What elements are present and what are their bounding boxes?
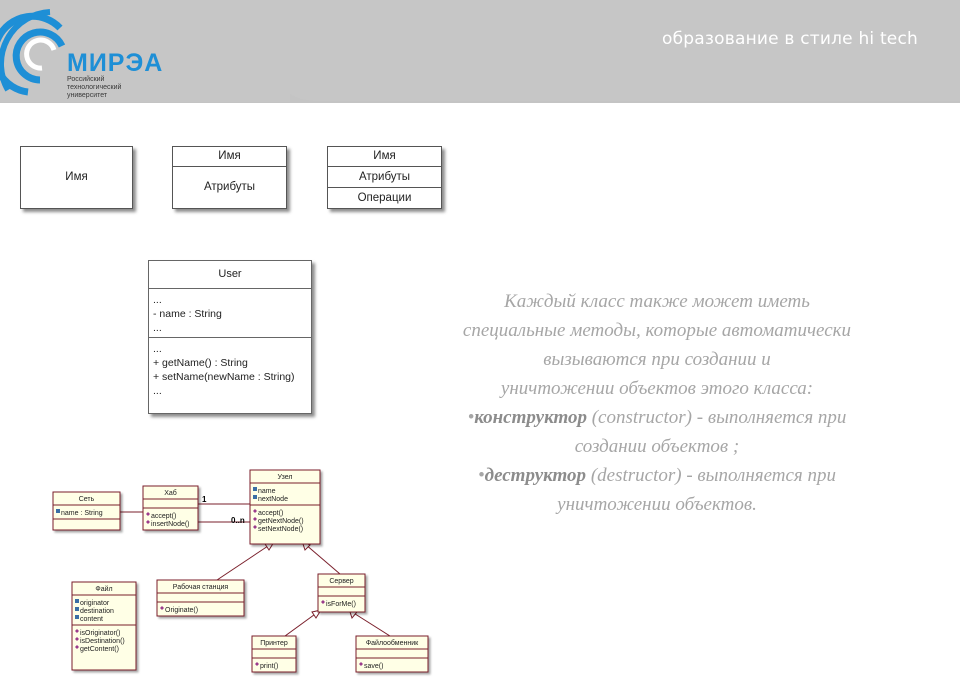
class-operation: Originate()	[165, 607, 199, 614]
destructor-term: деструктор	[484, 465, 587, 486]
constructor-text: (constructor) - выполняется при	[586, 407, 847, 428]
note-line: вызываются при создании и	[543, 349, 771, 370]
class-attribute: name	[258, 488, 276, 495]
user-operation: ...	[153, 385, 162, 397]
mirea-logo-icon	[0, 6, 75, 96]
class-box-name-attributes	[172, 146, 287, 209]
class-file	[72, 582, 136, 670]
class-operation: isForMe()	[326, 601, 356, 608]
class-operation: save()	[364, 663, 384, 670]
class-operation: isDestination()	[80, 638, 125, 645]
class-attribute: nextNode	[258, 496, 288, 503]
user-class-operations	[149, 338, 311, 398]
user-operation: ...	[153, 343, 162, 355]
note-constructor-line: •конструктор (constructor) - выполняется при	[467, 407, 847, 428]
note-line: специальные методы, которые автоматически	[462, 320, 852, 341]
multiplicity-many: 0..n	[231, 516, 245, 525]
class-attribute: content	[80, 616, 103, 623]
note-line: создании объектов ;	[574, 436, 740, 457]
class-operation: accept()	[258, 510, 284, 517]
user-attribute: ...	[153, 294, 162, 306]
class-name: Файлообменник	[365, 640, 419, 647]
class-name: Узел	[277, 474, 293, 481]
class-hub	[143, 486, 198, 530]
class-box-section: Имя	[173, 147, 286, 167]
class-box-name-only	[20, 146, 133, 209]
class-box-full	[327, 146, 442, 209]
class-fileserver	[356, 636, 428, 672]
class-node	[250, 470, 320, 544]
attribute-icon	[253, 487, 257, 491]
gen-printer-server	[285, 612, 318, 636]
class-name: Принтер	[260, 640, 288, 647]
gen-workstation-node	[217, 544, 271, 580]
user-operation: + setName(newName : String)	[153, 371, 295, 383]
attribute-icon	[253, 495, 257, 499]
class-box-section: Операции	[357, 192, 412, 204]
class-set	[53, 492, 120, 530]
gen-server-node	[305, 544, 340, 574]
class-name: Хаб	[164, 490, 177, 497]
user-attribute: - name : String	[153, 308, 222, 320]
note-line: уничтожении объектов этого класса:	[500, 378, 814, 399]
class-workstation	[157, 580, 244, 616]
user-attribute: ...	[153, 322, 162, 334]
class-box-section: Атрибуты	[203, 181, 256, 193]
class-attribute: originator	[80, 600, 110, 607]
user-operation: + getName() : String	[153, 357, 248, 369]
class-box-section: Атрибуты	[328, 167, 441, 188]
user-class-name: User	[149, 261, 311, 289]
class-attribute: destination	[80, 608, 114, 615]
gen-fileserver-server	[352, 612, 390, 636]
class-server	[318, 574, 365, 612]
note-line: уничтожении объектов.	[557, 494, 757, 515]
network-class-diagram	[0, 460, 419, 680]
logo-subtitle: Российский технологический университет	[67, 76, 122, 99]
class-box-section: Имя	[328, 147, 441, 167]
destructor-text: (destructor) - выполняется при	[586, 465, 837, 486]
class-operation: getContent()	[80, 646, 119, 653]
constructor-destructor-note	[404, 287, 910, 519]
class-attribute: name : String	[61, 510, 103, 517]
class-name: Сеть	[78, 496, 95, 503]
constructor-term: конструктор	[474, 407, 587, 428]
multiplicity-one: 1	[202, 495, 207, 504]
class-operation: accept()	[151, 513, 177, 520]
class-printer	[252, 636, 296, 672]
attribute-icon	[56, 509, 60, 513]
class-box-section: Имя	[65, 171, 88, 183]
slogan: образование в стиле hi tech	[662, 29, 918, 49]
class-operation: getNextNode()	[258, 518, 304, 525]
class-operation: print()	[260, 663, 279, 670]
class-operation: insertNode()	[151, 521, 190, 528]
note-line: Каждый класс также может иметь	[504, 291, 810, 312]
user-class-attributes	[149, 289, 311, 338]
attribute-icon	[75, 599, 79, 603]
attribute-icon	[75, 615, 79, 619]
user-class-box	[148, 260, 312, 414]
class-operation: setNextNode()	[258, 526, 304, 533]
note-destructor-line: •деструктор (destructor) - выполняется при	[477, 465, 837, 486]
logo-name: МИРЭА	[67, 49, 164, 77]
class-name: Файл	[95, 586, 113, 593]
class-operation: isOriginator()	[80, 630, 121, 637]
class-name: Сервер	[329, 578, 354, 585]
attribute-icon	[75, 607, 79, 611]
class-name: Рабочая станция	[172, 584, 229, 591]
